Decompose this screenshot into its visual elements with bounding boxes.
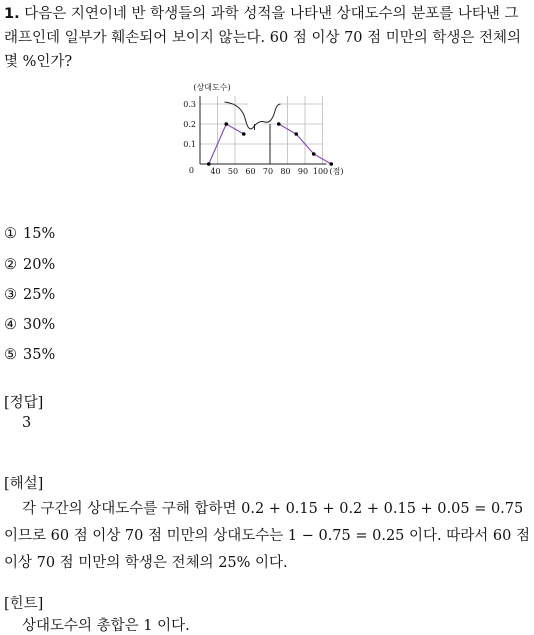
chart-svg — [175, 80, 365, 180]
x-tick-label: 50 — [227, 167, 239, 176]
data-point — [312, 152, 316, 156]
data-point — [242, 132, 246, 136]
choice-number: ④ — [4, 317, 17, 333]
choice-text: 20% — [23, 257, 56, 273]
choice-number: ② — [4, 257, 17, 273]
choice-4[interactable] — [4, 317, 55, 333]
data-point — [224, 122, 228, 126]
question-number: 1. — [4, 6, 20, 22]
answer-label: [정답] — [4, 395, 44, 411]
question-text: 다음은 지연이네 반 학생들의 과학 성적을 나타낸 상대도수의 분포를 나타낸 그래프인데 일부가 훼손되어 보이지 않는다. 60 점 이상 70 점 미만의 학생은 전체의 몇 %인가? — [4, 6, 522, 70]
hint-text: 상대도수의 총합은 1 이다. — [22, 618, 190, 634]
origin-label: 0 — [188, 166, 194, 175]
x-tick-label: 100 — [312, 167, 329, 176]
choice-text: 25% — [23, 287, 56, 303]
choice-number: ⑤ — [4, 347, 17, 363]
choice-5[interactable] — [4, 347, 55, 363]
choice-number: ① — [4, 226, 17, 242]
x-tick-label: 40 — [210, 167, 221, 176]
y-tick-label: 0.3 — [183, 100, 196, 109]
choice-text: 15% — [23, 226, 56, 242]
x-tick-label: 60 — [245, 167, 256, 176]
y-axis-label: (상대도수) — [193, 83, 231, 92]
x-tick-label: 90 — [297, 167, 309, 176]
y-tick-label: 0.1 — [183, 140, 196, 149]
choice-text: 30% — [23, 317, 56, 333]
y-tick-label: 0.2 — [183, 120, 196, 129]
choice-number: ③ — [4, 287, 17, 303]
choice-2[interactable] — [4, 257, 55, 273]
answer-value: 3 — [22, 415, 32, 431]
x-tick-label: 70 — [262, 167, 274, 176]
explanation-line-2: 이므로 60 점 이상 70 점 미만의 상대도수는 1 − 0.75 = 0.25 이다. 따라서 60 점 — [4, 528, 530, 544]
x-unit-label: (점) — [329, 167, 344, 176]
explanation-text — [4, 496, 532, 577]
explanation-line-1: 각 구간의 상대도수를 구해 합하면 0.2 + 0.15 + 0.2 + 0.15 + 0.05 = 0.75 — [22, 501, 524, 517]
question — [4, 2, 532, 74]
relative-frequency-chart — [175, 80, 365, 180]
hint-label: [힌트] — [4, 596, 44, 612]
choice-text: 35% — [23, 347, 56, 363]
choice-1[interactable] — [4, 226, 55, 242]
explanation-line-3: 이상 70 점 미만의 학생은 전체의 25% 이다. — [4, 555, 288, 571]
x-tick-label: 80 — [280, 167, 291, 176]
data-point — [294, 132, 298, 136]
data-point — [207, 162, 211, 166]
data-point — [277, 122, 281, 126]
data-point — [329, 162, 333, 166]
explanation-label: [해설] — [4, 476, 44, 492]
choice-3[interactable] — [4, 287, 55, 303]
